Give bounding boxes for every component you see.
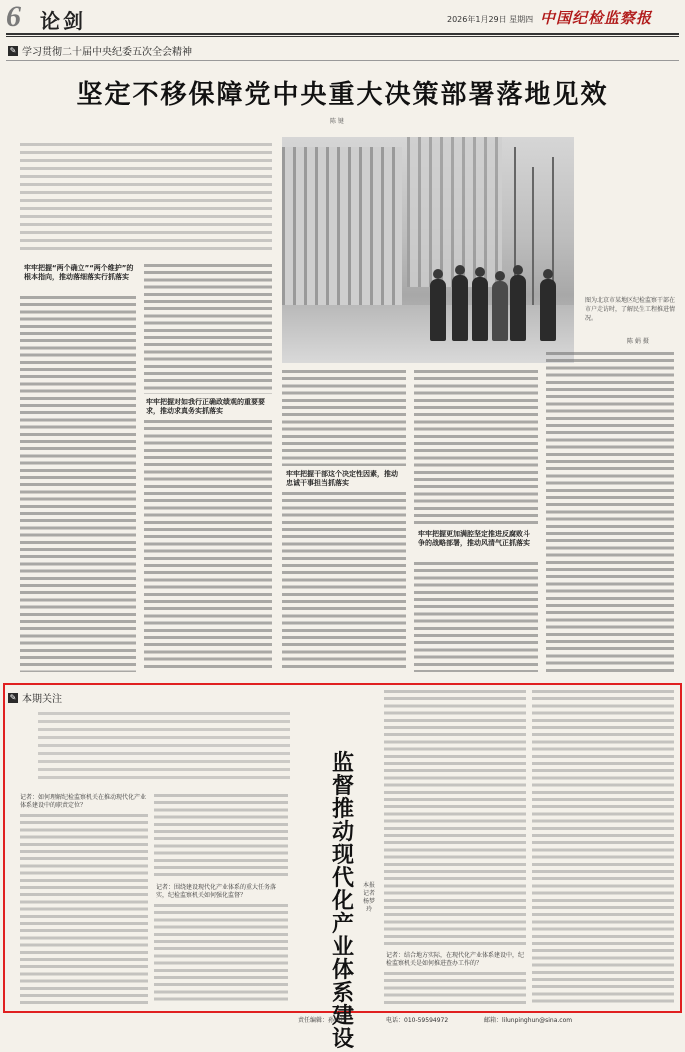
bookmark-icon: ✎ [9,45,17,55]
header-rule [6,33,679,35]
issue-date: 2026年1月29日 星期四 [447,15,534,24]
article-kicker [8,43,192,58]
subhead-2: 牢牢把握对如我行正确政绩观的重要要求，推动求真务实抓落实 [146,398,265,415]
focus-column-1 [20,814,148,1004]
focus-title: 监督推动现代化产业体系建设 [331,750,354,1052]
focus-column-4 [532,690,674,1006]
bookmark-icon: ✎ [9,692,17,702]
footer-editor: 责任编辑：孙婉玲 [298,1017,347,1024]
article-column-5 [546,352,674,672]
article-column-4b [414,562,538,672]
article-byline: 陈 键 [330,118,344,125]
focus-column-3a [384,690,526,948]
article-column-3b [282,492,406,672]
page-header [0,0,685,34]
article-column-2b [144,420,272,672]
focus-column-2b [154,904,288,1004]
page-footer [0,1014,685,1024]
photo-credit: 陈 娟 摄 [627,338,649,345]
article-lede [20,143,272,255]
page-number: 6 [6,0,21,33]
focus-kicker [8,690,62,705]
article-headline: 坚定不移保障党中央重大决策部署落地见效 [76,80,609,110]
article-column-2a [144,264,272,394]
question-2: 记者：围绕建设现代化产业体系的重大任务落实，纪检监察机关如何强化监督？ [156,884,277,899]
section-title: 论剑 [40,9,86,33]
footer-email: 邮箱：lilunpinghun@sina.com [484,1017,573,1024]
focus-kicker-label: 本期关注 [22,694,62,705]
focus-lede [38,712,290,784]
question-3: 记者：结合地方实际，在现代化产业体系建设中，纪检监察机关是如何推进查办工作的？ [386,952,525,967]
news-photo [282,137,574,363]
question-1: 记者：如何理解纪检监察机关在推动现代化产业体系建设中的职责定位？ [20,794,147,809]
kicker-rule [6,60,679,61]
focus-column-3b [384,972,526,1006]
photo-caption: 图为北京市某地区纪检监察干部在市户走访时，了解民生工程推进情况。 [585,297,676,322]
header-rule-thin [6,36,679,37]
article-column-3a [282,370,406,466]
footer-phone: 电话：010-59594972 [386,1017,449,1024]
article-column-4a [414,370,538,526]
subhead-4: 牢牢把握更加满腔坚定推进反腐败斗争的战略部署，推动风清气正抓落实 [418,530,530,547]
subhead-1: 牢牢把握“两个确立”“两个维护”的根本指向，推动落细落实行抓落实 [24,264,134,281]
focus-author: 本报记者 杨梦玲 [362,882,375,913]
focus-column-2a [154,794,288,880]
article-column-1 [20,296,136,672]
kicker-label: 学习贯彻二十届中央纪委五次全会精神 [22,47,192,58]
newspaper-logo: 中国纪检监察报 [540,9,653,27]
subhead-3: 牢牢把握干部这个决定性因素，推动忠诚干事担当抓落实 [286,470,398,487]
